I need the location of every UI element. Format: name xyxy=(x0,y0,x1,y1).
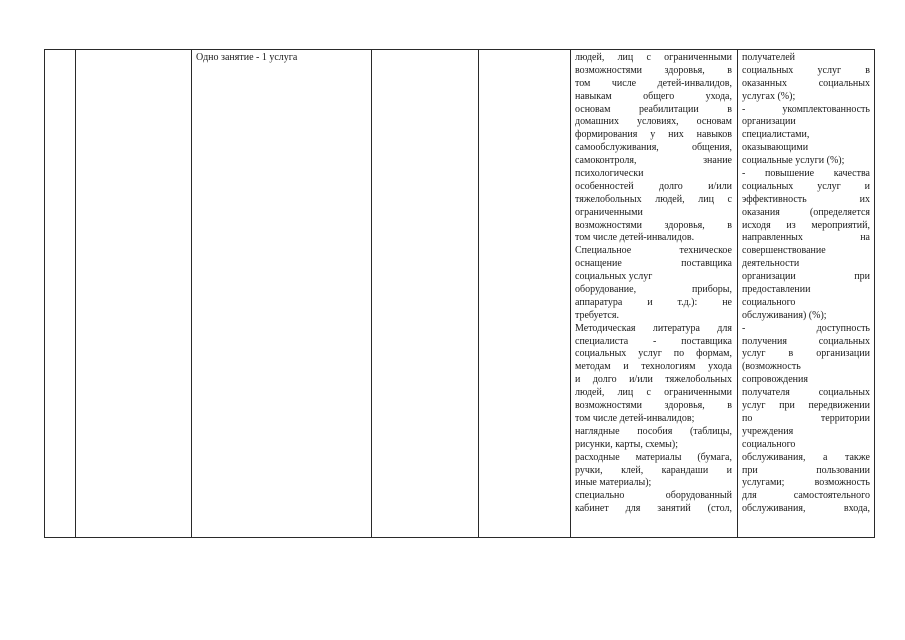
table-bottom-border xyxy=(44,537,875,538)
text-line: при пользовании xyxy=(742,464,870,476)
text-line: по территории xyxy=(742,412,870,424)
text-line: домашних условиях, основам xyxy=(575,116,732,128)
text-line: том числе детей-инвалидов. xyxy=(575,232,695,244)
column-divider xyxy=(570,49,571,538)
text-line: рисунки, карты, схемы); xyxy=(575,438,678,450)
text-line: ограниченными xyxy=(575,206,643,218)
services-table xyxy=(44,49,875,538)
text-line: возможностями здоровья, в xyxy=(575,400,732,412)
text-line: особенностей долго и/или xyxy=(575,180,732,192)
text-line: возможностями здоровья, в xyxy=(575,219,732,231)
service-unit-text: Одно занятие - 1 услуга xyxy=(196,52,298,63)
text-line: получателей xyxy=(742,52,796,63)
column-divider xyxy=(371,49,372,538)
service-unit-cell xyxy=(196,52,368,65)
quality-indicators-text xyxy=(742,52,870,516)
text-line: услугах (%); xyxy=(742,90,796,102)
text-line: - укомплектованность xyxy=(742,103,870,115)
service-conditions-cell xyxy=(575,52,732,516)
text-line: - повышение качества xyxy=(742,168,870,180)
text-line: специально оборудованный xyxy=(575,490,732,502)
text-line: самоконтроля, знание xyxy=(575,155,732,167)
text-line: навыкам общего ухода, xyxy=(575,90,732,102)
column-divider xyxy=(75,49,76,538)
text-line: людей, лиц с ограниченными xyxy=(575,387,732,399)
text-line: методам и технологиям ухода xyxy=(575,361,732,373)
text-line: тяжелобольных людей, лиц с xyxy=(575,193,732,205)
table-top-border xyxy=(44,49,875,50)
text-line: оборудование, приборы, xyxy=(575,284,732,296)
text-line: социального xyxy=(742,296,796,308)
text-line: аппаратура и т.д.): не xyxy=(575,296,732,308)
text-line: организации при xyxy=(742,271,870,283)
column-divider xyxy=(478,49,479,538)
text-line: психологически xyxy=(575,168,644,180)
text-line: специалистами, xyxy=(742,129,810,141)
service-conditions-text xyxy=(575,52,732,516)
text-line: и долго и/или тяжелобольных xyxy=(575,374,732,386)
text-line: услугами; возможность xyxy=(742,477,870,489)
text-line: расходные материалы (бумага, xyxy=(575,451,732,463)
text-line: услуг при передвижении xyxy=(742,400,870,412)
text-line: оказания (определяется xyxy=(742,206,870,218)
text-line: наглядные пособия (таблицы, xyxy=(575,425,732,437)
text-line: получения социальных xyxy=(742,335,870,347)
text-line: оснащение поставщика xyxy=(575,258,732,270)
text-line: направленных на xyxy=(742,232,870,244)
column-divider xyxy=(191,49,192,538)
text-line: обслуживания) (%); xyxy=(742,309,827,321)
text-line: получателя социальных xyxy=(742,387,870,399)
quality-indicators-cell xyxy=(742,52,870,516)
text-line: Специальное техническое xyxy=(575,245,732,257)
text-line: кабинет для занятий (стол, xyxy=(575,503,732,515)
text-line: социальные услуги (%); xyxy=(742,155,845,167)
column-divider xyxy=(44,49,45,538)
text-line: основам реабилитации в xyxy=(575,103,732,115)
text-line: специалиста - поставщика xyxy=(575,335,732,347)
text-line: услуг в организации xyxy=(742,348,870,360)
column-divider xyxy=(737,49,738,538)
text-line: социальных услуг xyxy=(575,271,653,283)
text-line: том числе детей-инвалидов, xyxy=(575,77,732,89)
text-line: социальных услуг в xyxy=(742,64,870,76)
text-line: обслуживания, а также xyxy=(742,451,870,463)
text-line: возможностями здоровья, в xyxy=(575,64,732,76)
column-divider xyxy=(874,49,875,538)
text-line: учреждения xyxy=(742,425,794,437)
text-line: оказывающими xyxy=(742,142,809,154)
text-line: предоставлении xyxy=(742,284,811,296)
text-line: самообслуживания, общения, xyxy=(575,142,732,154)
text-line: эффективность их xyxy=(742,193,870,205)
text-line: (возможность xyxy=(742,361,801,373)
text-line: сопровождения xyxy=(742,374,808,386)
text-line: иные материалы); xyxy=(575,477,652,489)
text-line: социального xyxy=(742,438,796,450)
text-line: организации xyxy=(742,116,796,128)
text-line: совершенствование xyxy=(742,245,826,257)
text-line: Методическая литература для xyxy=(575,322,732,334)
text-line: - доступность xyxy=(742,322,870,334)
text-line: требуется. xyxy=(575,309,619,321)
text-line: оказанных социальных xyxy=(742,77,870,89)
text-line: деятельности xyxy=(742,258,800,270)
text-line: формирования у них навыков xyxy=(575,129,732,141)
text-line: для самостоятельного xyxy=(742,490,870,502)
text-line: социальных услуг и xyxy=(742,180,870,192)
text-line: том числе детей-инвалидов; xyxy=(575,412,695,424)
text-line: социальных услуг по формам, xyxy=(575,348,732,360)
text-line: ручки, клей, карандаши и xyxy=(575,464,732,476)
text-line: людей, лиц с ограниченными xyxy=(575,52,732,63)
text-line: исходя из мероприятий, xyxy=(742,219,870,231)
text-line: обслуживания, входа, xyxy=(742,503,870,515)
